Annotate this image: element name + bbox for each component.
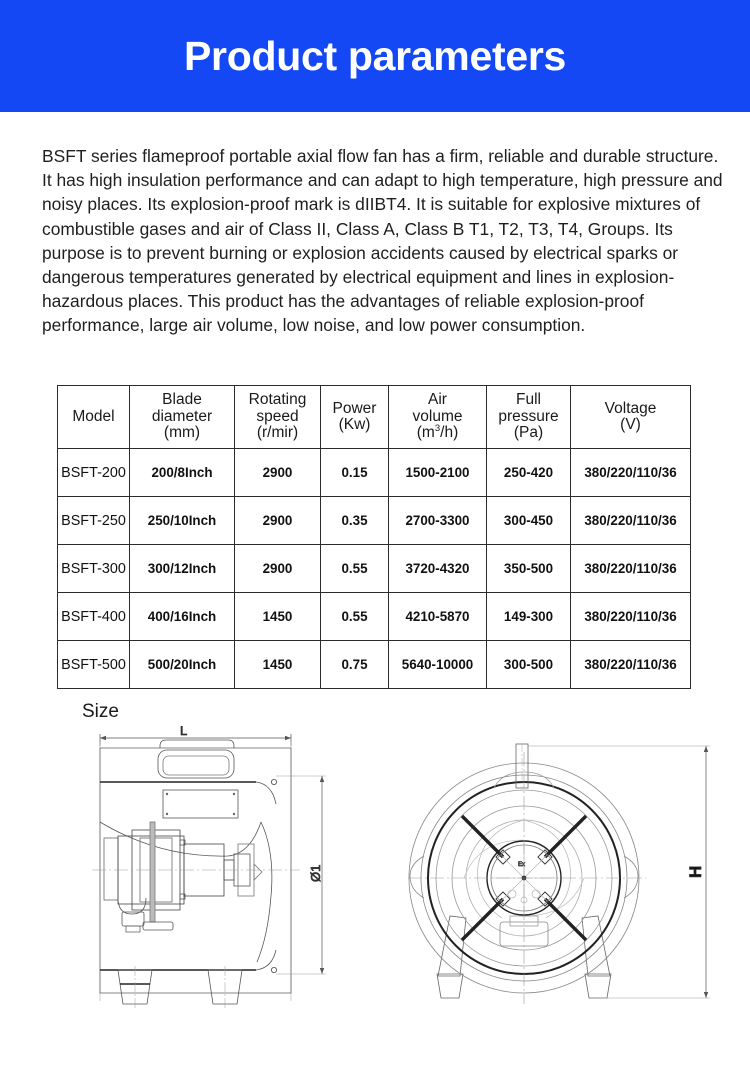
- cell-voltage: 380/220/110/36: [571, 593, 691, 641]
- hub-ex-marking: Ex: [518, 862, 526, 868]
- cell-blade-diameter: 400/16Inch: [130, 593, 235, 641]
- cell-power: 0.35: [321, 497, 389, 545]
- size-section-label: Size: [82, 701, 119, 722]
- cell-model: BSFT-250: [58, 497, 130, 545]
- drawings-svg: [0, 726, 750, 1026]
- column-header-power: [321, 386, 389, 449]
- cell-blade-diameter: 300/12Inch: [130, 545, 235, 593]
- column-header-voltage: [571, 386, 691, 449]
- cell-model: BSFT-200: [58, 449, 130, 497]
- page-header-banner: [0, 0, 750, 112]
- column-header-blade-diameter-unit: (mm): [163, 424, 201, 442]
- air-volume-unit-exponent: 3: [434, 423, 441, 435]
- cell-power: 0.15: [321, 449, 389, 497]
- column-header-full-pressure: [487, 386, 571, 449]
- column-header-air-volume-unit: [417, 425, 458, 442]
- cell-air-volume: 3720-4320: [389, 545, 487, 593]
- column-header-model: [58, 386, 130, 449]
- column-header-rotating-speed-unit: (r/mir): [256, 424, 299, 442]
- technical-drawings: [0, 726, 750, 1026]
- diameter-dimension-label: Ø1: [308, 864, 323, 882]
- cell-rotating-speed: 1450: [235, 593, 321, 641]
- column-header-voltage-label: Voltage: [604, 399, 657, 417]
- cell-power: 0.75: [321, 641, 389, 689]
- cell-voltage: 380/220/110/36: [571, 641, 691, 689]
- cell-voltage: 380/220/110/36: [571, 545, 691, 593]
- column-header-air-volume: [389, 386, 487, 449]
- cell-air-volume: 5640-10000: [389, 641, 487, 689]
- table-row: [58, 449, 691, 497]
- cell-rotating-speed: 1450: [235, 641, 321, 689]
- column-header-full-pressure-line2: pressure: [498, 407, 559, 425]
- front-view-drawing: [408, 744, 710, 1004]
- column-header-full-pressure-unit: (Pa): [513, 424, 544, 442]
- column-header-power-label: Power: [332, 399, 377, 417]
- cell-blade-diameter: 500/20Inch: [130, 641, 235, 689]
- column-header-power-unit: (Kw): [338, 416, 371, 433]
- column-header-rotating-speed-line1: Rotating: [248, 391, 307, 409]
- table-row: [58, 593, 691, 641]
- column-header-blade-diameter-line1: Blade: [162, 391, 202, 409]
- cell-power: 0.55: [321, 545, 389, 593]
- cell-power: 0.55: [321, 593, 389, 641]
- air-volume-unit-base: (m: [416, 424, 435, 442]
- cell-voltage: 380/220/110/36: [571, 449, 691, 497]
- column-header-rotating-speed: [235, 386, 321, 449]
- cell-blade-diameter: 200/8Inch: [130, 449, 235, 497]
- specifications-table-container: [57, 385, 690, 689]
- cell-model: BSFT-500: [58, 641, 130, 689]
- cell-full-pressure: 300-500: [487, 641, 571, 689]
- table-row: [58, 545, 691, 593]
- column-header-blade-diameter: [130, 386, 235, 449]
- table-header-row: [58, 386, 691, 449]
- column-header-model-label: Model: [72, 407, 115, 425]
- column-header-full-pressure-line1: Full: [516, 391, 541, 409]
- cell-rotating-speed: 2900: [235, 497, 321, 545]
- side-view-drawing: [92, 726, 326, 1010]
- column-header-air-volume-line2: volume: [412, 407, 463, 425]
- cell-air-volume: 4210-5870: [389, 593, 487, 641]
- cell-full-pressure: 350-500: [487, 545, 571, 593]
- column-header-voltage-unit: (V): [620, 416, 641, 433]
- cell-blade-diameter: 250/10Inch: [130, 497, 235, 545]
- table-row: [58, 497, 691, 545]
- column-header-air-volume-line1: Air: [428, 391, 447, 409]
- column-header-rotating-speed-line2: speed: [256, 407, 299, 425]
- table-body: [58, 449, 691, 689]
- cell-full-pressure: 149-300: [487, 593, 571, 641]
- table-row: [58, 641, 691, 689]
- cell-rotating-speed: 2900: [235, 449, 321, 497]
- product-description: BSFT series flameproof portable axial flow fan has a firm, reliable and durable structure. It has high insulation performance and can adapt to high temperature, high pressure and noisy places. Its explosion-proof mark is dIIBT4. It is suitable for explosive mixtures of combustible gases and air of Class II, Class A, Class B T1, T2, T3, T4, Groups. Its purpose is to prevent burning or explosion accidents caused by electrical sparks or dangerous temperatures generated by electrical equipment and lines in explosion-hazardous places. This product has the advantages of reliable explosion-proof performance, large air volume, low noise, and low power consumption.: [42, 146, 723, 336]
- specifications-table: [57, 385, 691, 689]
- cell-rotating-speed: 2900: [235, 545, 321, 593]
- cell-voltage: 380/220/110/36: [571, 497, 691, 545]
- cell-model: BSFT-300: [58, 545, 130, 593]
- height-dimension-label: H: [686, 865, 705, 878]
- air-volume-unit-tail: /h): [440, 424, 459, 442]
- column-header-blade-diameter-line2: diameter: [151, 407, 213, 425]
- cell-full-pressure: 300-450: [487, 497, 571, 545]
- cell-air-volume: 1500-2100: [389, 449, 487, 497]
- cell-full-pressure: 250-420: [487, 449, 571, 497]
- cell-air-volume: 2700-3300: [389, 497, 487, 545]
- cell-model: BSFT-400: [58, 593, 130, 641]
- side-view-feet: [118, 966, 242, 1010]
- length-dimension-label: L: [180, 726, 188, 738]
- page-title: Product parameters: [184, 32, 566, 79]
